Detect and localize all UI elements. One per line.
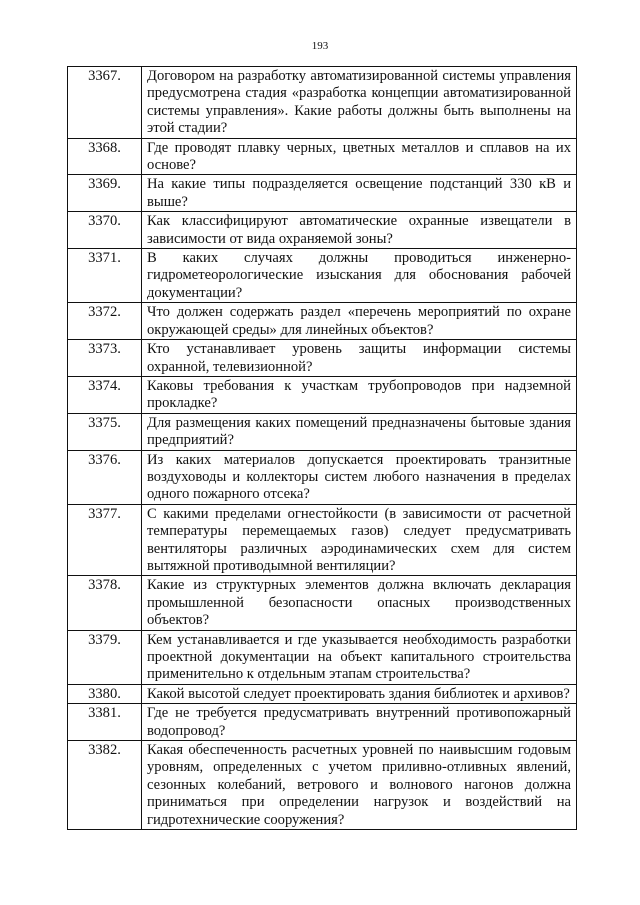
table-row xyxy=(68,413,577,450)
page-number: 193 xyxy=(311,40,329,52)
table-row xyxy=(68,684,577,703)
question-text: На какие типы подразделяется освещение подстанций 330 кВ и выше? xyxy=(142,175,577,212)
question-text: Какая обеспеченность расчетных уровней по наивысшим годовым уровням, определенных с учетом приливно-отливных явлений, сезонных колебаний, ветрового и волнового нагонов должна приниматься при определении нагрузок и воздействий на гидротехнические сооружения? xyxy=(142,741,577,830)
question-text: С какими пределами огнестойкости (в зависимости от расчетной температуры перемещаемых газов) следует предусматривать вентиляторы различных аэродинамических схем для систем вытяжной противодымной вентиляции? xyxy=(142,504,577,576)
question-number: 3375. xyxy=(68,413,142,450)
question-number: 3371. xyxy=(68,249,142,303)
question-number: 3379. xyxy=(68,630,142,684)
table-row xyxy=(68,576,577,630)
table-row xyxy=(68,303,577,340)
table-row xyxy=(68,138,577,175)
table-row xyxy=(68,376,577,413)
question-text: Договором на разработку автоматизированной системы управления предусмотрена стадия «разработка концепции автоматизированной системы управления». Какие работы должны быть выполнены на этой стадии? xyxy=(142,67,577,139)
question-number: 3380. xyxy=(68,684,142,703)
table-row xyxy=(68,175,577,212)
question-text: Каковы требования к участкам трубопроводов при надземной прокладке? xyxy=(142,376,577,413)
table-row xyxy=(68,704,577,741)
question-text: Из каких материалов допускается проектировать транзитные воздуховоды и коллекторы систем любого назначения в пределах одного пожарного отсека? xyxy=(142,450,577,504)
question-text: Для размещения каких помещений предназначены бытовые здания предприятий? xyxy=(142,413,577,450)
question-text: Где проводят плавку черных, цветных металлов и сплавов на их основе? xyxy=(142,138,577,175)
table-row xyxy=(68,504,577,576)
question-text: Кто устанавливает уровень защиты информации системы охранной, телевизионной? xyxy=(142,340,577,377)
table-row xyxy=(68,249,577,303)
question-text: Где не требуется предусматривать внутренний противопожарный водопровод? xyxy=(142,704,577,741)
question-number: 3381. xyxy=(68,704,142,741)
table-row xyxy=(68,340,577,377)
question-text: В каких случаях должны проводиться инженерно-гидрометеорологические изыскания для обоснования рабочей документации? xyxy=(142,249,577,303)
question-number: 3372. xyxy=(68,303,142,340)
question-number: 3367. xyxy=(68,67,142,139)
question-text: Что должен содержать раздел «перечень мероприятий по охране окружающей среды» для линейных объектов? xyxy=(142,303,577,340)
question-text: Какой высотой следует проектировать здания библиотек и архивов? xyxy=(142,684,577,703)
question-number: 3370. xyxy=(68,212,142,249)
table-row xyxy=(68,212,577,249)
table-row xyxy=(68,450,577,504)
question-number: 3378. xyxy=(68,576,142,630)
question-text: Кем устанавливается и где указывается необходимость разработки проектной документации на объект капитального строительства применительно к отдельным этапам строительства? xyxy=(142,630,577,684)
question-number: 3382. xyxy=(68,741,142,830)
questions-table xyxy=(67,66,577,830)
question-text: Какие из структурных элементов должна включать декларация промышленной безопасности опасных производственных объектов? xyxy=(142,576,577,630)
question-number: 3374. xyxy=(68,376,142,413)
table-row xyxy=(68,630,577,684)
question-number: 3377. xyxy=(68,504,142,576)
table-row xyxy=(68,741,577,830)
question-number: 3373. xyxy=(68,340,142,377)
question-number: 3376. xyxy=(68,450,142,504)
question-number: 3369. xyxy=(68,175,142,212)
table-row xyxy=(68,67,577,139)
question-text: Как классифицируют автоматические охранные извещатели в зависимости от вида охраняемой зоны? xyxy=(142,212,577,249)
question-number: 3368. xyxy=(68,138,142,175)
